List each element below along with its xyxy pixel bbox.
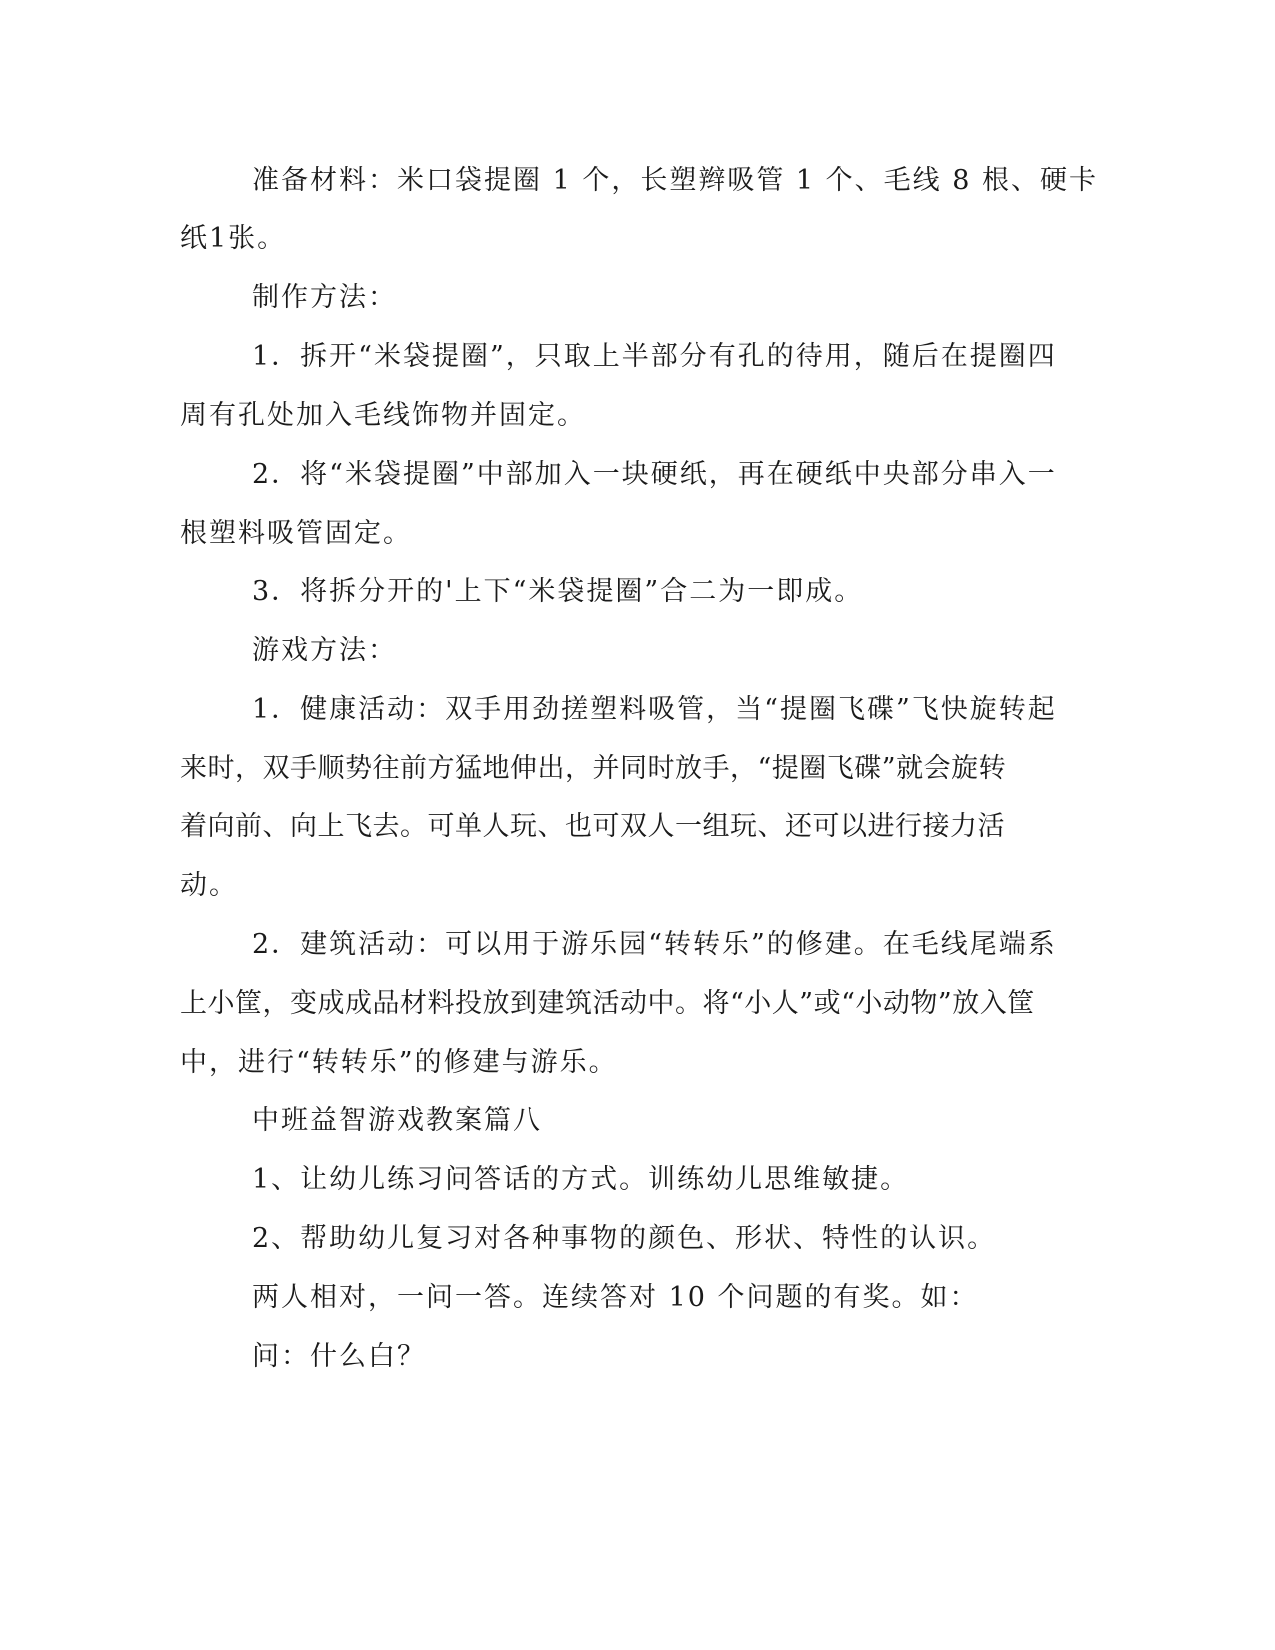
game-step-1-line-1: 1．健康活动：双手用劲搓塑料吸管，当“提圈飞碟”飞快旋转起: [252, 694, 1057, 725]
method-step-2-line-1: 2．将“米袋提圈”中部加入一块硬纸，再在硬纸中央部分串入一: [252, 459, 1057, 490]
method-step-2-line-2: 根塑料吸管固定。: [180, 518, 412, 549]
game-step-2-line-2: 上小筐，变成成品材料投放到建筑活动中。将“小人”或“小动物”放入筐: [180, 988, 1035, 1019]
goal-1: 1、让幼儿练习问答话的方式。训练幼儿思维敏捷。: [252, 1164, 910, 1195]
method-heading: 制作方法：: [252, 282, 397, 313]
example-question: 问：什么白？: [252, 1341, 426, 1372]
goal-2: 2、帮助幼儿复习对各种事物的颜色、形状、特性的认识。: [252, 1223, 997, 1254]
game-step-1-line-2: 来时，双手顺势往前方猛地伸出，并同时放手，“提圈飞碟”就会旋转: [180, 753, 1007, 784]
section-title: 中班益智游戏教案篇八: [252, 1105, 542, 1136]
method-step-1-line-1: 1．拆开“米袋提圈”，只取上半部分有孔的待用，随后在提圈四: [252, 341, 1057, 372]
materials-line-1: 准备材料：米口袋提圈 1 个，长塑辫吸管 1 个、毛线 8 根、硬卡: [252, 165, 1099, 196]
method-step-3: 3．将拆分开的'上下“米袋提圈”合二为一即成。: [252, 576, 864, 607]
game-step-1-line-3: 着向前、向上飞去。可单人玩、也可双人一组玩、还可以进行接力活: [180, 811, 1005, 842]
game-method-heading: 游戏方法：: [252, 635, 397, 666]
materials-line-2: 纸1张。: [180, 223, 287, 254]
game-rule: 两人相对，一问一答。连续答对 10 个问题的有奖。如：: [252, 1282, 979, 1313]
game-step-1-line-4: 动。: [180, 870, 238, 901]
game-step-2-line-1: 2．建筑活动：可以用于游乐园“转转乐”的修建。在毛线尾端系: [252, 929, 1057, 960]
game-step-2-line-3: 中，进行“转转乐”的修建与游乐。: [180, 1047, 618, 1078]
method-step-1-line-2: 周有孔处加入毛线饰物并固定。: [180, 400, 586, 431]
